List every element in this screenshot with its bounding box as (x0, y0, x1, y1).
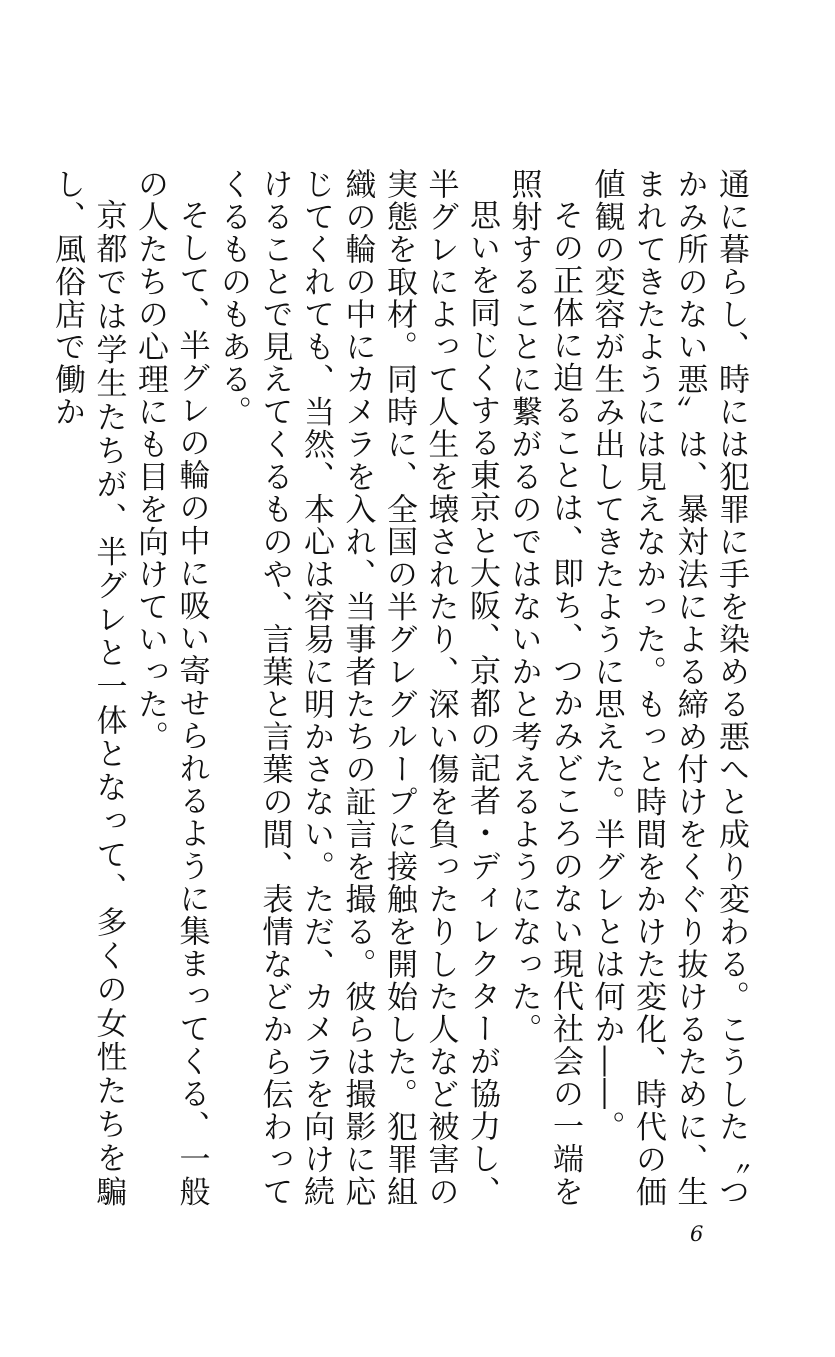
page-number: 6 (690, 1222, 704, 1246)
paragraph-2: その正体に迫ることは、即ち、つかみどころのない現代社会の一端を照射することに繋がるのではないかと考えるようになった。 (505, 168, 583, 1208)
paragraph-1: 通に暮らし、時には犯罪に手を染める悪へと成り変わる。こうした〝つかみ所のない悪〟は、暴対法による締め付けをくぐり抜けるために、生まれてきたようには見えなかった。もっと時間をかけた変化、時代の価値観の変容が生み出してきたように思えた。半グレとは何か――。 (588, 168, 749, 1208)
vertical-text-body (49, 168, 751, 1208)
paragraph-3: 思いを同じくする東京と大阪、京都の記者・ディレクターが協力し、半グレによって人生を壊されたり、深い傷を負ったりした人など被害の実態を取材。同時に、全国の半グレグループに接触を開始した。犯罪組織の輪の中にカメラを入れ、当事者たちの証言を撮る。彼らは撮影に応じてくれても、当然、本心は容易に明かさない。ただ、カメラを向け続けることで見えてくるものや、言葉と言葉の間、表情などから伝わってくるものもある。 (215, 168, 500, 1208)
paragraph-5: 京都では学生たちが、半グレと一体となって、多くの女性たちを騙し、風俗店で働か (49, 168, 127, 1208)
paragraph-4: そして、半グレの輪の中に吸い寄せられるように集まってくる、一般の人たちの心理にも目を向けていった。 (132, 168, 210, 1208)
